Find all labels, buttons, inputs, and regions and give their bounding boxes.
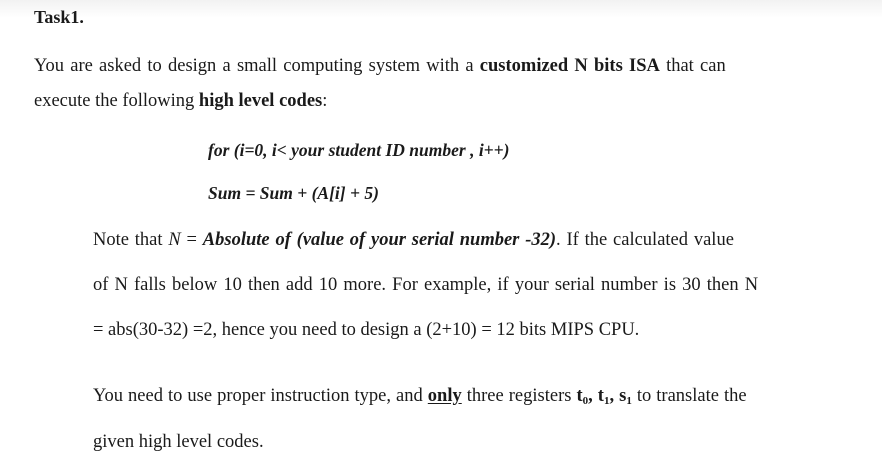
code-line-for-loop: for (i=0, i< your student ID number , i++) (208, 140, 510, 160)
note-line-1 (93, 229, 734, 251)
note-line-3: = abs(30-32) =2, hence you need to design a (2+10) = 12 bits MIPS CPU. (93, 320, 640, 340)
intro-text: that can (659, 56, 726, 76)
intro-text: You are asked to design a small computing system with a (34, 56, 480, 76)
registers-text: You need to use proper instruction type, and (93, 386, 428, 406)
note-bold-expression: Absolute of (value of your serial number -32) (202, 230, 557, 250)
note-text: Note that (93, 230, 169, 250)
task-title: Task1. (34, 7, 84, 27)
intro-text: execute the following (34, 91, 199, 111)
code-line-sum: Sum = Sum + (A[i] + 5) (208, 183, 379, 203)
intro-line-1 (34, 55, 726, 77)
intro-text: : (322, 91, 328, 111)
note-text: = (180, 230, 203, 250)
registers-text: to translate the (631, 386, 747, 406)
register-s1: $s_1$ (619, 386, 632, 407)
registers-text: three registers (461, 386, 577, 406)
register-t0: $t_0$, (576, 386, 593, 407)
note-text: . If the calculated value (556, 230, 734, 250)
note-italic-n: N (168, 230, 181, 250)
intro-bold-codes: high level codes (198, 91, 323, 111)
registers-line-2: given high level codes. (93, 432, 264, 452)
registers-only-emphasis: only (427, 386, 462, 406)
intro-line-2 (34, 90, 327, 112)
note-line-2: of N falls below 10 then add 10 more. For example, if your serial number is 30 then N (93, 275, 759, 295)
registers-line-1 (93, 385, 747, 407)
register-t1: $t_1$, (597, 386, 615, 407)
intro-bold-isa: customized N bits ISA (479, 56, 660, 76)
